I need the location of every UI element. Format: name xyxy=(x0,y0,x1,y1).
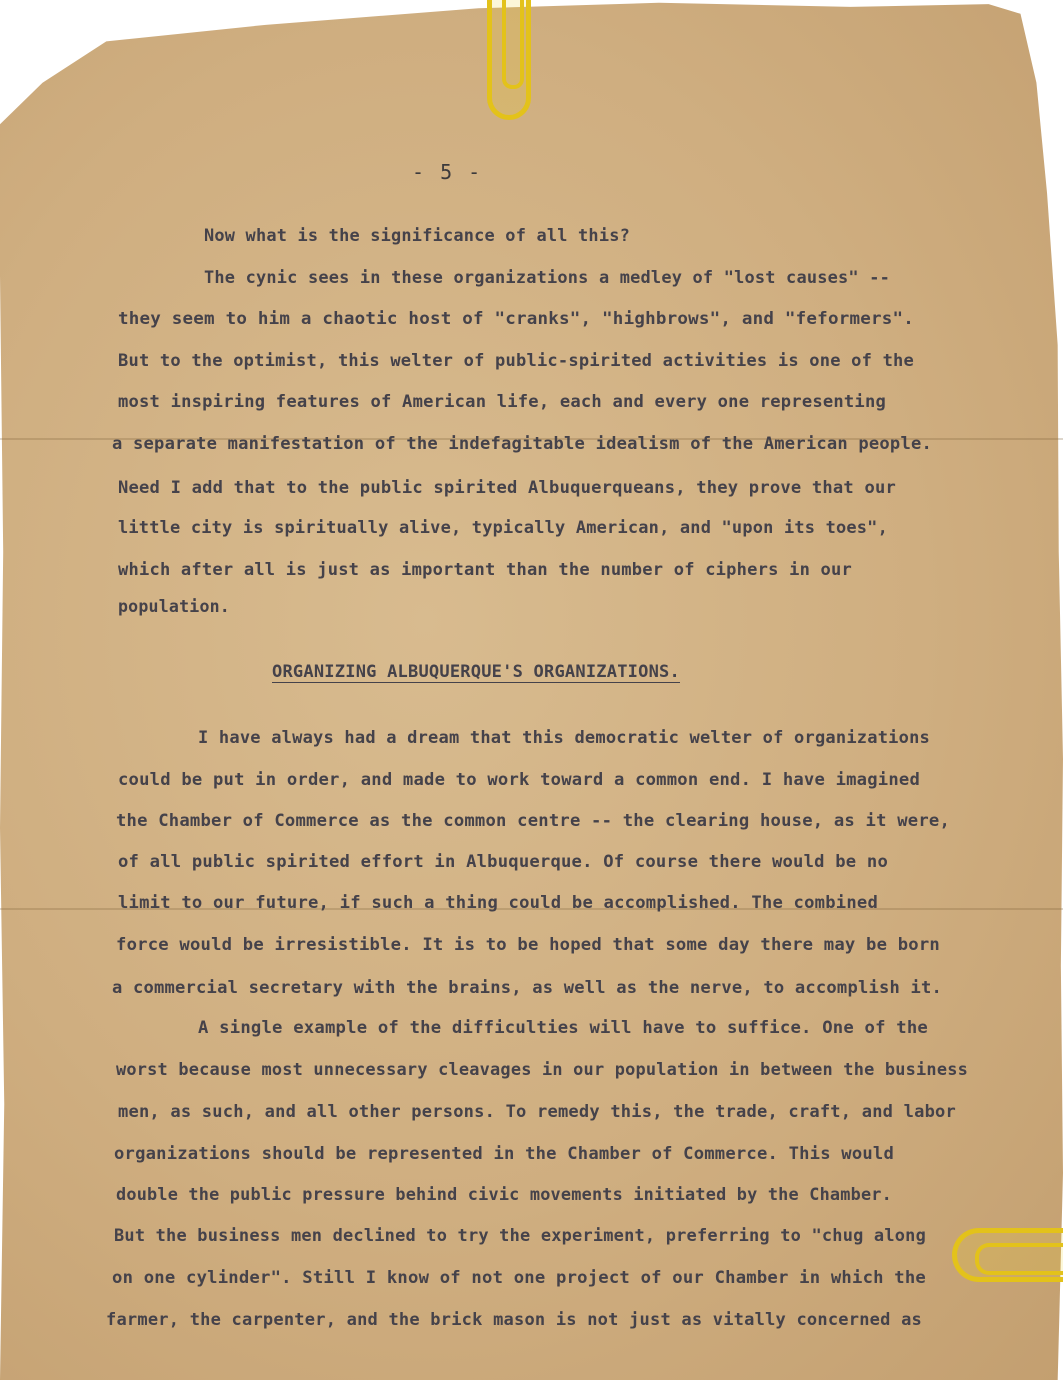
text-line: A single example of the difficulties will have to suffice. One of the xyxy=(198,1018,928,1037)
text-line: which after all is just as important than the number of ciphers in our xyxy=(118,560,852,579)
text-line: on one cylinder". Still I know of not one project of our Chamber in which the xyxy=(112,1268,926,1287)
text-line: double the public pressure behind civic movements initiated by the Chamber. xyxy=(116,1185,892,1204)
text-line: could be put in order, and made to work toward a common end. I have imagined xyxy=(118,770,921,789)
text-line: the Chamber of Commerce as the common centre -- the clearing house, as it were, xyxy=(116,811,950,830)
text-line: Now what is the significance of all this? xyxy=(204,226,630,245)
text-line: But to the optimist, this welter of public-spirited activities is one of the xyxy=(118,351,914,370)
text-line: a commercial secretary with the brains, as well as the nerve, to accomplish it. xyxy=(112,978,942,997)
text-line: organizations should be represented in the Chamber of Commerce. This would xyxy=(114,1144,894,1163)
text-line: worst because most unnecessary cleavages in our population in between the business xyxy=(116,1060,968,1079)
text-line: most inspiring features of American life, each and every one representing xyxy=(118,392,886,411)
text-line: men, as such, and all other persons. To remedy this, the trade, craft, and labor xyxy=(118,1102,956,1121)
text-line: of all public spirited effort in Albuquerque. Of course there would be no xyxy=(118,852,888,871)
text-line: Need I add that to the public spirited Albuquerqueans, they prove that our xyxy=(118,478,897,497)
text-line: they seem to him a chaotic host of "cranks", "highbrows", and "feformers". xyxy=(118,309,914,328)
paper-clip-icon xyxy=(487,0,531,120)
text-line: a separate manifestation of the indefagitable idealism of the American people. xyxy=(112,434,932,453)
text-line: force would be irresistible. It is to be hoped that some day there may be born xyxy=(116,935,940,954)
text-line: I have always had a dream that this democratic welter of organizations xyxy=(198,728,931,747)
section-heading: ORGANIZING ALBUQUERQUE'S ORGANIZATIONS. xyxy=(272,662,680,681)
text-line: population. xyxy=(118,597,230,616)
text-line: The cynic sees in these organizations a medley of "lost causes" -- xyxy=(204,268,890,287)
text-line: little city is spiritually alive, typically American, and "upon its toes", xyxy=(118,518,888,537)
page-number: - 5 - xyxy=(412,160,483,184)
paper-clip-icon xyxy=(952,1228,1063,1282)
text-line: farmer, the carpenter, and the brick mason is not just as vitally concerned as xyxy=(106,1310,922,1329)
text-line: But the business men declined to try the experiment, preferring to "chug along xyxy=(114,1226,926,1245)
text-line: limit to our future, if such a thing could be accomplished. The combined xyxy=(118,893,878,912)
